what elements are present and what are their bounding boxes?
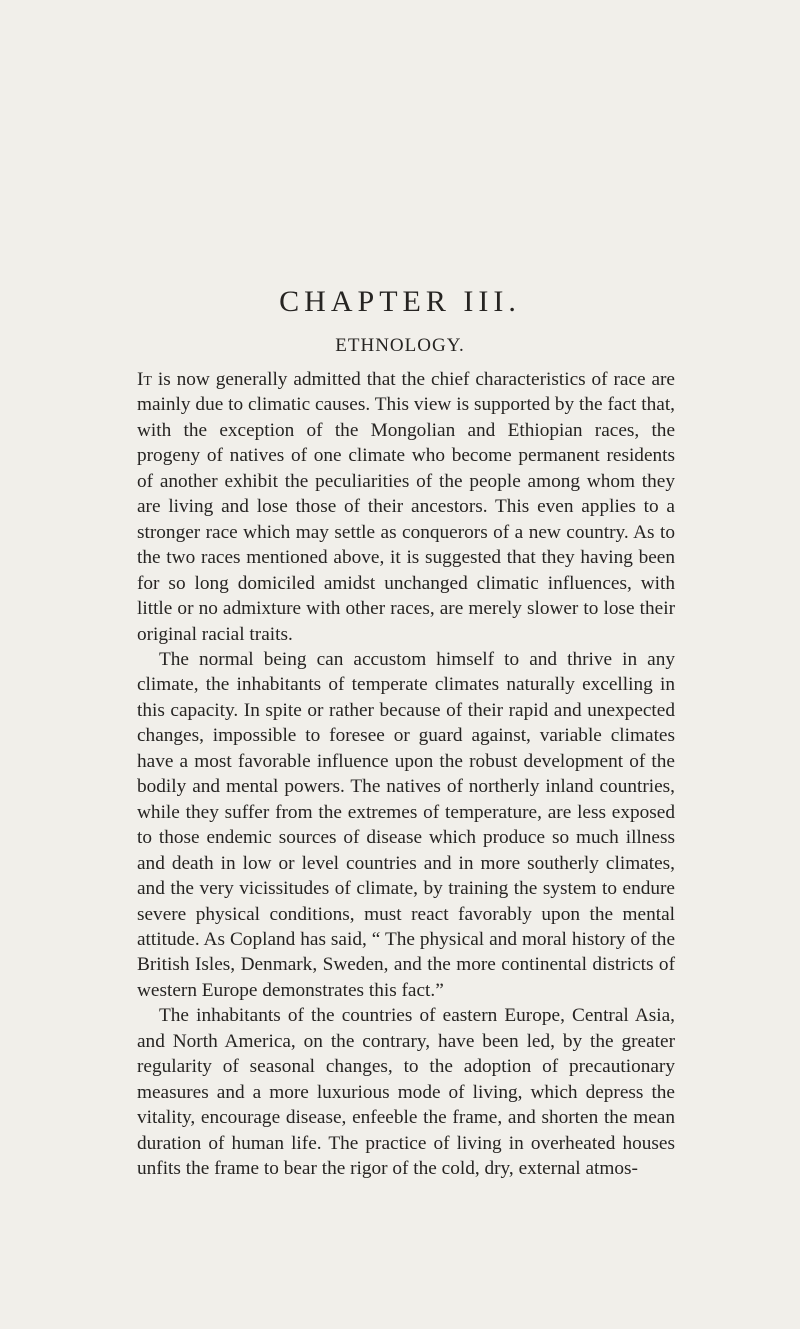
chapter-heading: CHAPTER III. [279,285,521,318]
paragraph-2: The normal being can accustom himself to and thrive in any climate, the inhabitants of temperate climates naturally excelling in this capacity. In spite or rather because of their rapid and unexpected changes, impossible to foresee or guard against, variable climates have a most favorable influence upon the robust development of the bodily and mental powers. The natives of northerly inland countries, while they suffer from the extremes of temperature, are less exposed to those endemic sources of disease which produce so much illness and death in low or level countries and in more southerly climates, and the very vicissitudes of climate, by training the system to endure severe physical conditions, must react favorably upon the mental attitude. As Copland has said, “ The physical and moral history of the British Isles, Denmark, Sweden, and the more continental districts of western Europe demonstrates this fact.” [137,648,675,1001]
chapter-subtitle: ETHNOLOGY. [335,335,465,356]
paragraph-lead-word: It [137,369,152,390]
paragraph-1 [137,367,675,647]
paragraph-3: The inhabitants of the countries of eastern Europe, Central Asia, and North America, on the contrary, have been led, by the greater regularity of seasonal changes, to the adoption of precautionary measures and a more luxurious mode of living, which depress the vitality, encourage disease, enfeeble the frame, and shorten the mean duration of human life. The practice of living in overheated houses unfits the frame to bear the rigor of the cold, dry, external atmos- [137,1005,675,1180]
chapter-body [137,367,675,1182]
paragraph-1-text: is now generally admitted that the chief characteristics of race are mainly due to climatic causes. This view is supported by the fact that, with the exception of the Mongolian and Ethiopian races, the progeny of natives of one climate who become permanent residents of another exhibit the peculiarities of the people among whom they are living and lose those of their ancestors. This even applies to a stronger race which may settle as conquerors of a new country. As to the two races mentioned above, it is suggested that they having been for so long domiciled amidst unchanged climatic influences, with little or no admixture with other races, are merely slower to lose their original racial traits. [137,369,675,645]
